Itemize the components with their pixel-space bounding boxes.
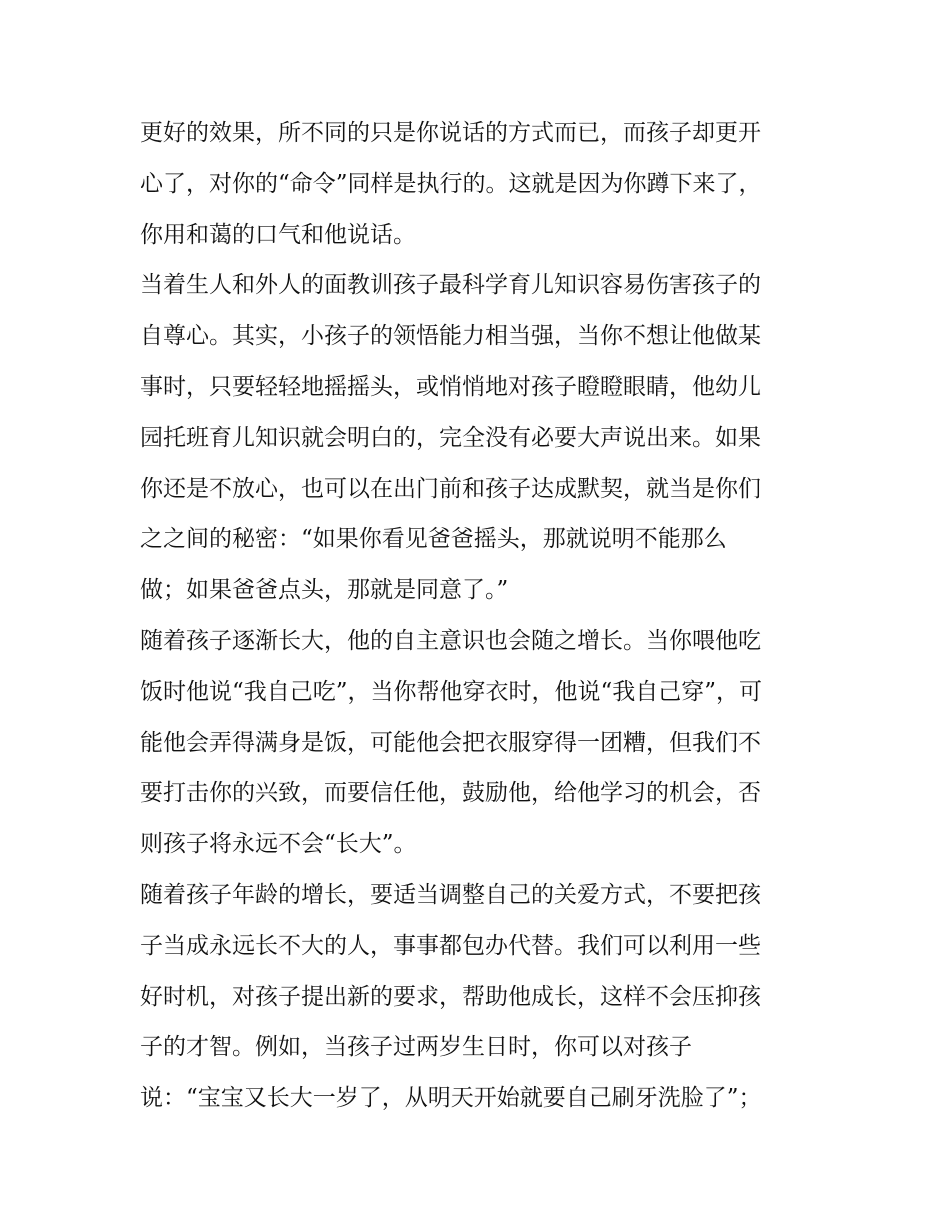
text-line: 当着生人和外人的面教训孩子最科学育儿知识容易伤害孩子的 xyxy=(140,272,761,299)
text-line: 你还是不放心，也可以在出门前和孩子达成默契，就当是你们 xyxy=(140,475,761,502)
text-line: 说：“宝宝又长大一岁了，从明天开始就要自己刷牙洗脸了”； xyxy=(140,1085,762,1112)
text-line: 好时机，对孩子提出新的要求，帮助他成长，这样不会压抑孩 xyxy=(140,983,761,1010)
text-line: 做；如果爸爸点头，那就是同意了。” xyxy=(140,577,509,604)
text-line: 则孩子将永远不会“长大”。 xyxy=(140,831,417,858)
text-line: 之之间的秘密：“如果你看见爸爸摇头，那就说明不能那么 xyxy=(140,526,727,553)
body-text xyxy=(140,108,820,1124)
text-line: 事时，只要轻轻地摇摇头，或悄悄地对孩子瞪瞪眼睛，他幼儿 xyxy=(140,373,761,400)
text-line: 园托班育儿知识就会明白的，完全没有必要大声说出来。如果 xyxy=(140,424,761,451)
text-line: 更好的效果，所不同的只是你说话的方式而已，而孩子却更开 xyxy=(140,120,761,146)
text-line: 心了，对你的“命令”同样是执行的。这就是因为你蹲下来了， xyxy=(140,170,762,197)
text-line: 子的才智。例如，当孩子过两岁生日时，你可以对孩子 xyxy=(140,1034,692,1061)
text-line: 你用和蔼的口气和他说话。 xyxy=(140,221,416,248)
text-line: 子当成永远长不大的人，事事都包办代替。我们可以利用一些 xyxy=(140,932,761,959)
text-line: 要打击你的兴致，而要信任他，鼓励他，给他学习的机会，否 xyxy=(140,780,761,807)
text-line: 随着孩子逐渐长大，他的自主意识也会随之增长。当你喂他吃 xyxy=(140,627,761,654)
text-line: 自尊心。其实，小孩子的领悟能力相当强，当你不想让他做某 xyxy=(140,323,761,350)
text-line: 能他会弄得满身是饭，可能他会把衣服穿得一团糟，但我们不 xyxy=(140,729,761,756)
text-line: 随着孩子年龄的增长，要适当调整自己的关爱方式，不要把孩 xyxy=(140,881,761,908)
text-line: 饭时他说“我自己吃”，当你帮他穿衣时，他说“我自己穿”，可 xyxy=(140,678,763,705)
